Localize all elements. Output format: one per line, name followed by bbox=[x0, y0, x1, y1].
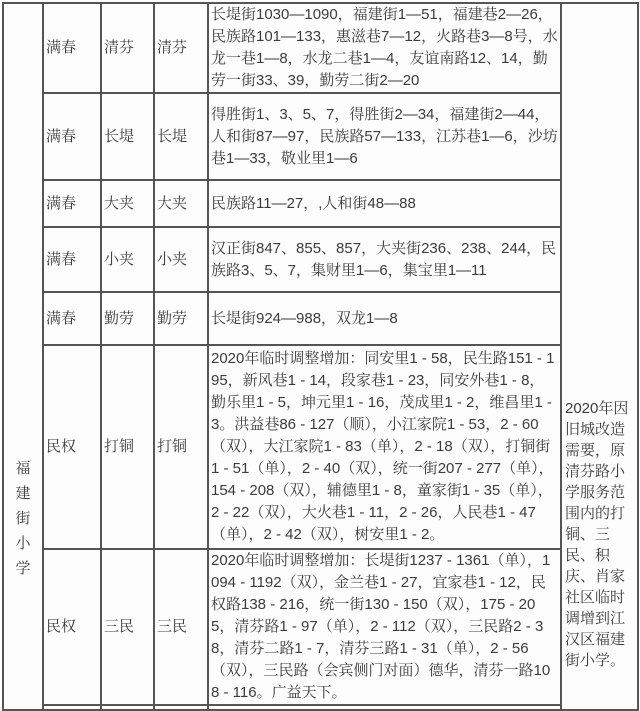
school-name-vertical-label: 福建街小学 bbox=[15, 460, 31, 577]
community-cell-2: 清芬 bbox=[154, 3, 208, 93]
school-district-table bbox=[2, 2, 639, 711]
table-row bbox=[3, 345, 638, 549]
street-cell: 满春 bbox=[43, 3, 101, 93]
address-range-cell: 2020年临时调整增加：长堤街1237 - 1361（单），1094 - 1192（双），金兰巷1 - 27，宜家巷1 - 12，民权路138 - 216，统一街130 - 150（双），175 - 205，清芬路1 - 97（单），2 - 112（双），三民路2 - 38，清芬二路1 - 7，清芬三路1 - 31（单），2 - 56（双），三民路（会宾侧门对面）德华，清芬一路108 - 116。广益天下。 bbox=[208, 549, 561, 705]
table-row bbox=[3, 93, 638, 180]
address-range-cell: 长堤街924—988，双龙1—8 bbox=[208, 292, 561, 345]
community-cell: 三民 bbox=[101, 549, 154, 705]
community-cell: 清芬 bbox=[101, 3, 154, 93]
empty-cell bbox=[208, 705, 561, 710]
empty-cell bbox=[154, 705, 208, 710]
community-cell: 勤劳 bbox=[101, 292, 154, 345]
table-row bbox=[3, 549, 638, 705]
community-cell: 长堤 bbox=[101, 93, 154, 180]
address-range-cell: 2020年临时调整增加：同安里1 - 58，民生路151 - 195，新风巷1 - 14，段家巷1 - 23，同安外巷1 - 8，勤乐里1 - 5，坤元里1 - 16，茂成里1 - 2，维昌里1 - 3。洪益巷86 - 127（顺），小江家院1 - 53，2 - 60（双），大江家院1 - 83（单），2 - 18（双），打铜街1 - 51（单），2 - 40（双），统一街207 - 277（单），154 - 208（双），辅德里1 - 8，童家街1 - 35（单），2 - 22（双），大火巷1 - 11，2 - 26，人民巷1 - 47（单），2 - 42（双），树安里1 - 2。 bbox=[208, 345, 561, 549]
table-row bbox=[3, 3, 638, 93]
community-cell-2: 大夹 bbox=[154, 180, 208, 227]
community-cell-2: 三民 bbox=[154, 549, 208, 705]
community-cell-2: 勤劳 bbox=[154, 292, 208, 345]
street-cell: 民权 bbox=[43, 345, 101, 549]
street-cell: 满春 bbox=[43, 292, 101, 345]
community-cell-2: 打铜 bbox=[154, 345, 208, 549]
note-cell bbox=[561, 3, 638, 710]
address-range-cell: 得胜街1、3、5、7，得胜街2—34，福建街2—44，人和街87—97，民族路57—133，江苏巷1—6，沙坊巷1—33，敬业里1—6 bbox=[208, 93, 561, 180]
address-range-cell: 汉正街847、855、857，大夹街236、238、244，民族路3、5、7，集财里1—6，集宝里1—11 bbox=[208, 227, 561, 292]
community-cell-2: 长堤 bbox=[154, 93, 208, 180]
community-cell: 小夹 bbox=[101, 227, 154, 292]
street-cell: 满春 bbox=[43, 180, 101, 227]
street-cell: 满春 bbox=[43, 227, 101, 292]
table-row bbox=[3, 180, 638, 227]
community-cell: 大夹 bbox=[101, 180, 154, 227]
table-row-partial bbox=[3, 705, 638, 710]
community-cell-2: 小夹 bbox=[154, 227, 208, 292]
street-cell: 民权 bbox=[43, 549, 101, 705]
address-range-cell: 民族路11—27，,人和街48—88 bbox=[208, 180, 561, 227]
school-name-cell bbox=[3, 3, 43, 710]
community-cell: 打铜 bbox=[101, 345, 154, 549]
empty-cell bbox=[43, 705, 101, 710]
table-row bbox=[3, 292, 638, 345]
adjustment-note: 2020年因旧城改造需要，原清芬路小学服务范围内的打铜、三民、积庆、肖家社区临时调增到江汉区福建街小学。 bbox=[565, 400, 629, 669]
table-row bbox=[3, 227, 638, 292]
street-cell: 满春 bbox=[43, 93, 101, 180]
address-range-cell: 长堤街1030—1090，福建街1—51，福建巷2—26，民族路101—133，惠滋巷7—12，火路巷3—8号，水龙一巷1—8，水龙二巷1—4，友谊南路12、14，勤劳一街33、39，勤劳二街2—20 bbox=[208, 3, 561, 93]
empty-cell bbox=[101, 705, 154, 710]
